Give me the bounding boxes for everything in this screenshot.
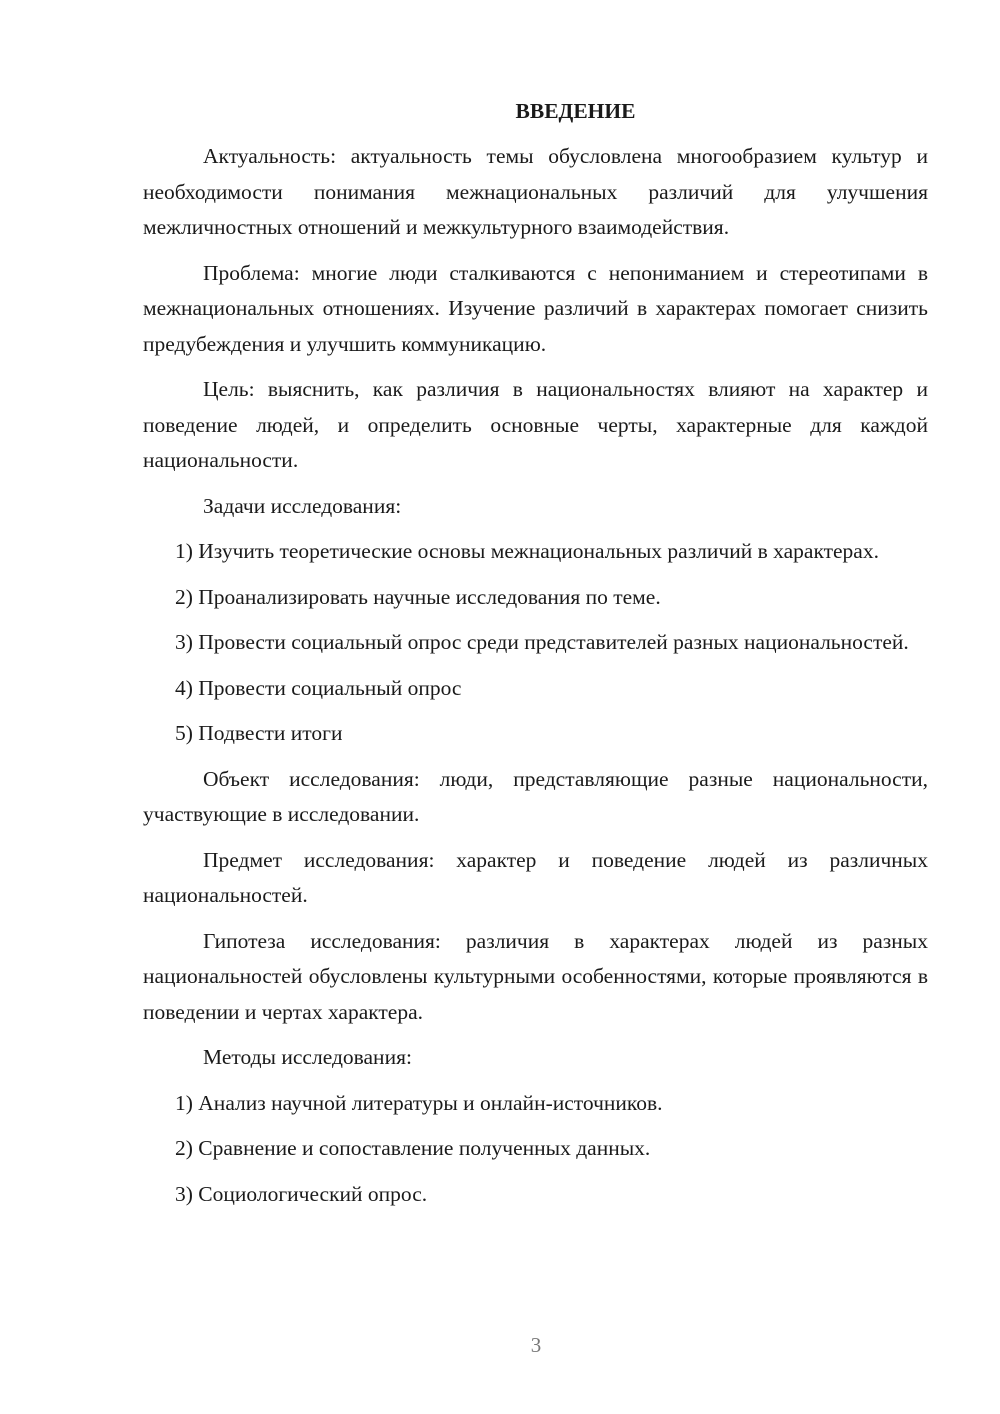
method-item-1: 1) Анализ научной литературы и онлайн-источников. xyxy=(175,1090,663,1115)
goal-paragraph: Цель: выяснить, как различия в национальностях влияют на характер и поведение людей, и определить основные черты, характерные для каждой национальности. xyxy=(143,377,928,472)
page-number: 3 xyxy=(530,1333,542,1357)
hypothesis-paragraph: Гипотеза исследования: различия в характерах людей из разных национальностей обусловлены культурными особенностями, которые проявляются в поведении и чертах характера. xyxy=(143,928,928,1024)
subject-paragraph: Предмет исследования: характер и поведение людей из различных национальностей. xyxy=(143,847,928,907)
task-item-4: 4) Провести социальный опрос xyxy=(175,675,462,700)
task-item-5: 5) Подвести итоги xyxy=(175,721,343,745)
tasks-heading: Задачи исследования: xyxy=(203,493,402,518)
task-item-3: 3) Провести социальный опрос среди представителей разных национальностей. xyxy=(175,630,909,654)
task-item-1: 1) Изучить теоретические основы межнациональных различий в характерах. xyxy=(175,539,879,563)
task-item-2: 2) Проанализировать научные исследования по теме. xyxy=(175,584,661,609)
relevance-paragraph: Актуальность: актуальность темы обусловлена многообразием культур и необходимости понимания межнациональных различий для улучшения межличностных отношений и межкультурного взаимодействия. xyxy=(143,144,928,239)
method-item-3: 3) Социологический опрос. xyxy=(175,1181,428,1206)
object-paragraph: Объект исследования: люди, представляющие разные национальности, участвующие в исследовании. xyxy=(143,766,928,826)
problem-paragraph: Проблема: многие люди сталкиваются с непониманием и стереотипами в межнациональных отношениях. Изучение различий в характерах помогает снизить предубеждения и улучшить коммуникацию. xyxy=(143,260,928,356)
section-title: ВВЕДЕНИЕ xyxy=(515,99,636,123)
method-item-2: 2) Сравнение и сопоставление полученных данных. xyxy=(175,1136,651,1160)
methods-heading: Методы исследования: xyxy=(203,1045,412,1069)
document-page xyxy=(143,96,928,1222)
